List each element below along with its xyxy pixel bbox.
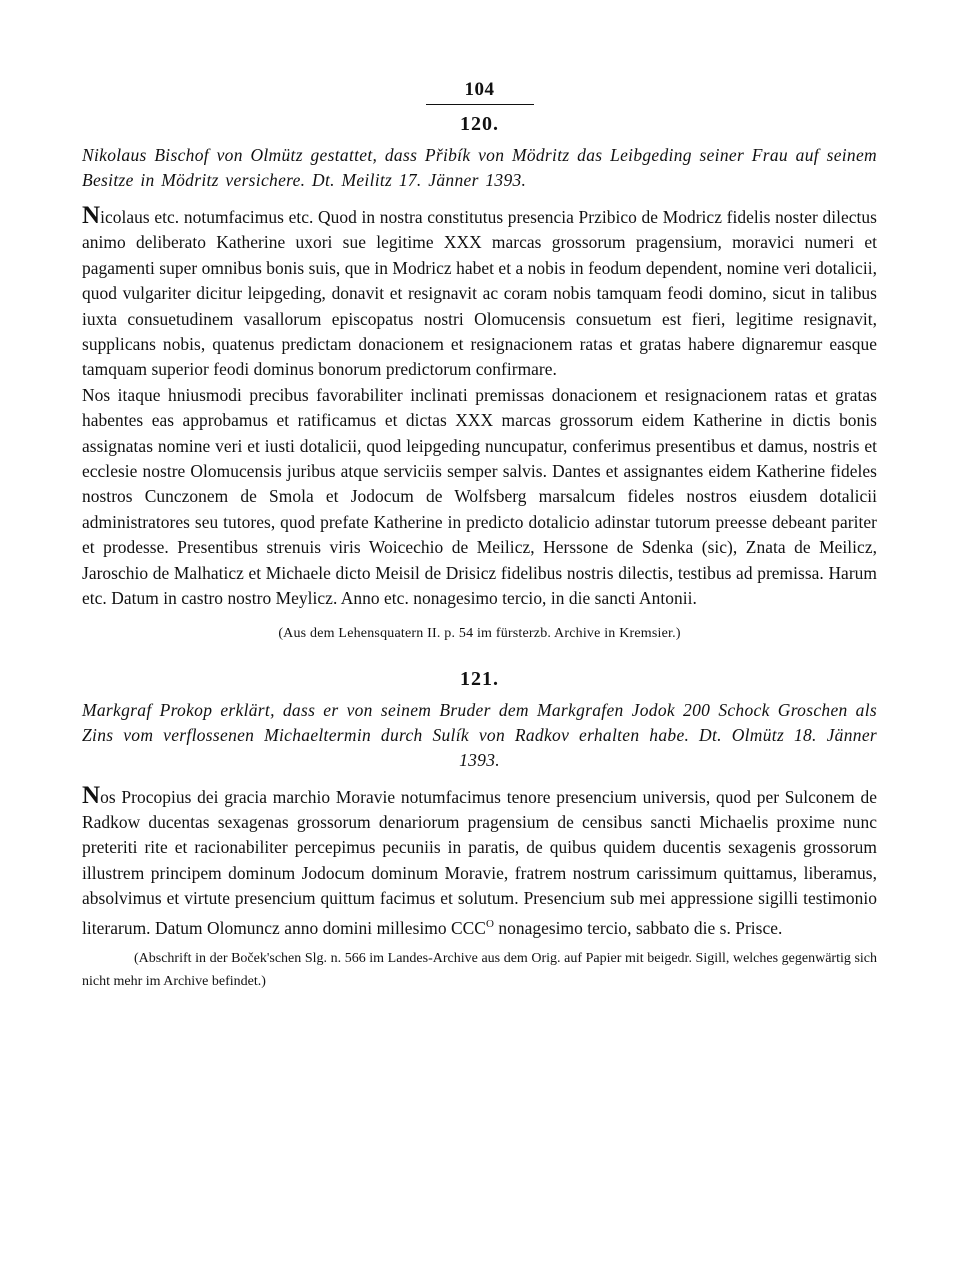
source-note: (Aus dem Lehensquatern II. p. 54 im fürsterzb. Archive in Kremsier.) xyxy=(278,625,681,641)
superscript-mark: O xyxy=(485,917,494,930)
initial-letter: N xyxy=(82,781,101,809)
body-text: icolaus etc. notumfacimus etc. Quod in nostra constitutus presencia Przibico de Modricz fidelis noster dilectus animo deliberato Katherine uxori sue legitime XXX marcas grossorum pragensium, moravici numeri et pagamenti super omnibus bonis suis, que in Modricz habet et a nobis in feodum dependent, nomine veri dotalicii, quod vulgariter dicitur leipgeding, donavit et resignavit ac coram nobis tamquam feodi domino, sicut in talibus iuxta consuetudinem vasallorum episcopatus nostri Olomucensis consuetum est fieri, legitime resignavit, supplicans nobis, quatenus predictam donacionem et resignacionem ratas et gratas habere dignaremur easque tamquam superior feodi dominus bonorum predictorum confirmare. xyxy=(82,207,877,380)
document-number: 120. xyxy=(460,113,499,135)
document-title: Markgraf Prokop erklärt, dass er von seinem Bruder dem Markgrafen Jodok 200 Schock Groschen als Zins vom verflossenen Michaeltermin durch Sulík von Radkov erhalten habe. Dt. Olmütz 18. Jänner 1393. xyxy=(82,699,877,770)
body-text: os Procopius dei gracia marchio Moravie notumfacimus tenore presencium universis, quod per Sulconem de Radkow ducentas sexagenas grossorum denariorum pragensium de censibus sancti Michaelis proxime nunc preteriti rite et racionabiliter percepimus pecuniis in paratis, de quibus quidem ducentis sexagenis grossorum illustrem principem dominum Jodocum dominum Moravie, fratrem nostrum carissimum quittamus, liberamus, absolvimus et virtute presencium quittum facimus et solutum. Presencium sub mei appressione sigilli testimonio literarum. Datum Olomuncz anno domini millesimo CCC xyxy=(82,786,877,938)
document-body-paragraph xyxy=(82,781,877,941)
body-text-tail: nonagesimo tercio, sabbato die s. Prisce. xyxy=(493,917,783,938)
initial-letter: N xyxy=(82,202,101,229)
document-body-paragraph: Nos itaque hniusmodi precibus favorabiliter inclinati premissas donacionem et resignacionem ratas et gratas habentes eas approbamus et ratificamus et dictas XXX marcas grossorum eidem Katherine in dictis bonis assignatas nomine veri et iusti dotalicii, quod leipgeding nuncupatur, conferimus presentibus et damus, nostris et ecclesie nostre Olomucensis juribus atque serviciis semper salvis. Dantes et assignantes eidem Katherine fideles nostros Cunczonem de Smola et Jodocum de Wolfsberg marsalcum fideles nostros eiusdem dotalicii administratores seu tutores, quod prefate Katherine in predicto dotalicio adinstar tutorum preesse debeant pariter et prodesse. Presentibus strenuis viris Woicechio de Meilicz, Herssone de Sdenka (sic), Znata de Meilicz, Jaroschio de Malhaticz et Michaele dicto Meisil de Drisicz fidelibus nostris dilectis, testibus ad premissa. Harum etc. Datum in castro nostro Meylicz. Anno etc. nonagesimo tercio, in die sancti Antonii. xyxy=(82,384,877,609)
document-body-paragraph xyxy=(82,202,877,383)
page-number: 104 xyxy=(464,79,495,100)
document-121 xyxy=(82,666,877,993)
document-number: 121. xyxy=(460,667,499,690)
document-120 xyxy=(82,111,877,644)
source-note: (Abschrift in der Boček'schen Slg. n. 566 im Landes-Archive aus dem Orig. auf Papier mit beigedr. Sigill, welches gegenwärtig sich nicht mehr im Archive befindet.) xyxy=(82,950,877,989)
document-title: Nikolaus Bischof von Olmütz gestattet, dass Přibík von Mödritz das Leibgeding seiner Frau auf seinem Besitze in Mödritz versichere. Dt. Meilitz 17. Jänner 1393. xyxy=(82,145,877,190)
document-page xyxy=(82,78,877,993)
